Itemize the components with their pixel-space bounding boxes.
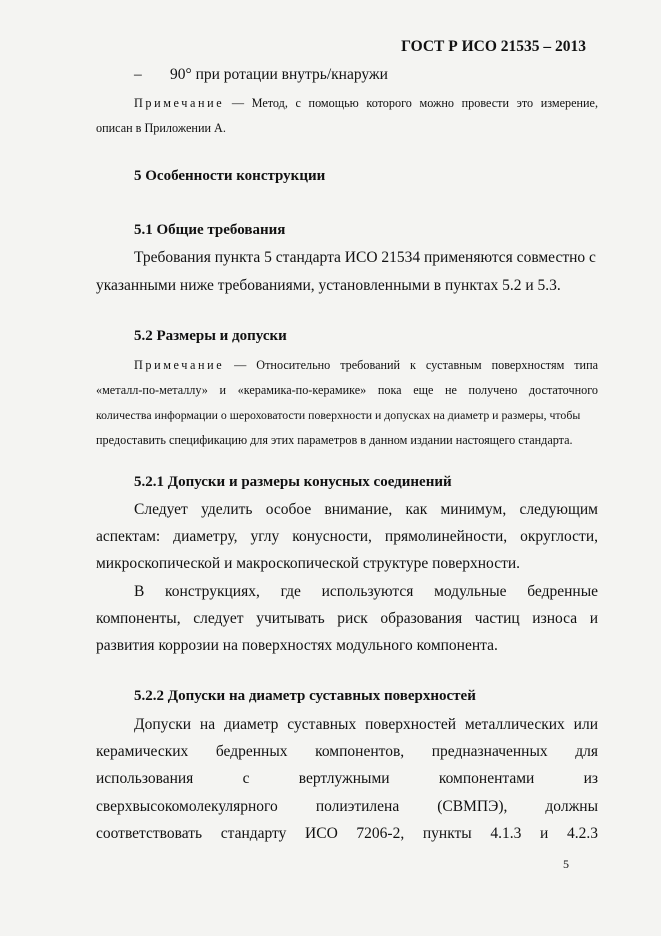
section-5-1-line-2: указанными ниже требованиями, установленными в пунктах 5.2 и 5.3. [96,277,561,294]
s522-line-4: сверхвысокомолекулярного полиэтилена (СВМПЭ), должны [96,797,598,815]
p1-line-2: аспектам: диаметру, углу конусности, прямолинейности, округлости, [96,528,598,545]
note-sep: — [231,96,245,110]
section-5-2-1-p1-rest [96,523,598,578]
section-5-2-1-heading: 5.2.1 Допуски и размеры конусных соединений [134,474,452,490]
section-5-2-2-first [134,711,598,738]
note-2-line-3: количества информации о шероховатости поверхности и допусках на диаметр и размеры, чтобы [96,408,581,422]
note-block-1 [134,91,598,116]
s522-line-5: соответствовать стандарту ИСО 7206-2, пункты 4.1.3 и 4.2.3 [96,824,598,842]
p2-line-3: развития коррозии на поверхностях модульного компонента. [96,637,498,655]
section-5-heading: 5 Особенности конструкции [134,168,326,184]
note-2-line-1 [134,353,598,378]
section-5-1-heading: 5.1 Общие требования [134,222,286,238]
section-5-1-line-1: Требования пункта 5 стандарта ИСО 21534 применяются совместно с [134,249,596,266]
s522-line-3: использования с вертлужными компонентами из [96,770,598,788]
page-number: 5 [563,857,569,871]
dash-item-text: 90° при ротации внутрь/кнаружи [170,66,388,83]
note-2-line-2: «металл-по-металлу» и «керамика-по-керамике» пока еще не получено достаточного [96,383,598,397]
p1-line-3: микроскопической и макроскопической структуре поверхности. [96,555,521,573]
note-text: Относительно требований к суставным поверхностям типа [256,358,598,372]
section-5-2-1-p2-rest [96,605,598,660]
note-text: Метод, с помощью которого можно провести это измерение, [251,96,599,110]
p2-line-2: компоненты, следует учитывать риск образования частиц износа и [96,610,598,627]
s522-line-1: Допуски на диаметр суставных поверхностей металлических или [134,716,598,733]
section-5-2-heading: 5.2 Размеры и допуски [134,328,287,344]
s522-line-2: керамических бедренных компонентов, предназначенных для [96,743,598,760]
note-block-2-cont [96,378,598,453]
section-5-2-1-p1-first [134,496,598,523]
note-block-2 [134,353,598,378]
note-sep: — [234,358,247,372]
note-1-line-1 [134,91,598,116]
dash-marker: – [134,66,142,83]
p1-line-1: Следует уделить особое внимание, как минимум, следующим [134,501,598,518]
note-label: Примечание [134,96,225,110]
note-1-line-2: описан в Приложении А. [96,121,226,135]
p2-line-1: В конструкциях, где используются модульные бедренные [134,583,598,600]
standard-header: ГОСТ Р ИСО 21535 – 2013 [401,38,586,55]
section-5-2-2-heading: 5.2.2 Допуски на диаметр суставных поверхностей [134,688,476,704]
section-5-2-2-rest [96,738,598,847]
note-label: Примечание [134,358,225,372]
note-2-line-4: предоставить спецификацию для этих параметров в данном издании настоящего стандарта. [96,433,573,447]
section-5-2-1-p2-first [134,578,598,605]
